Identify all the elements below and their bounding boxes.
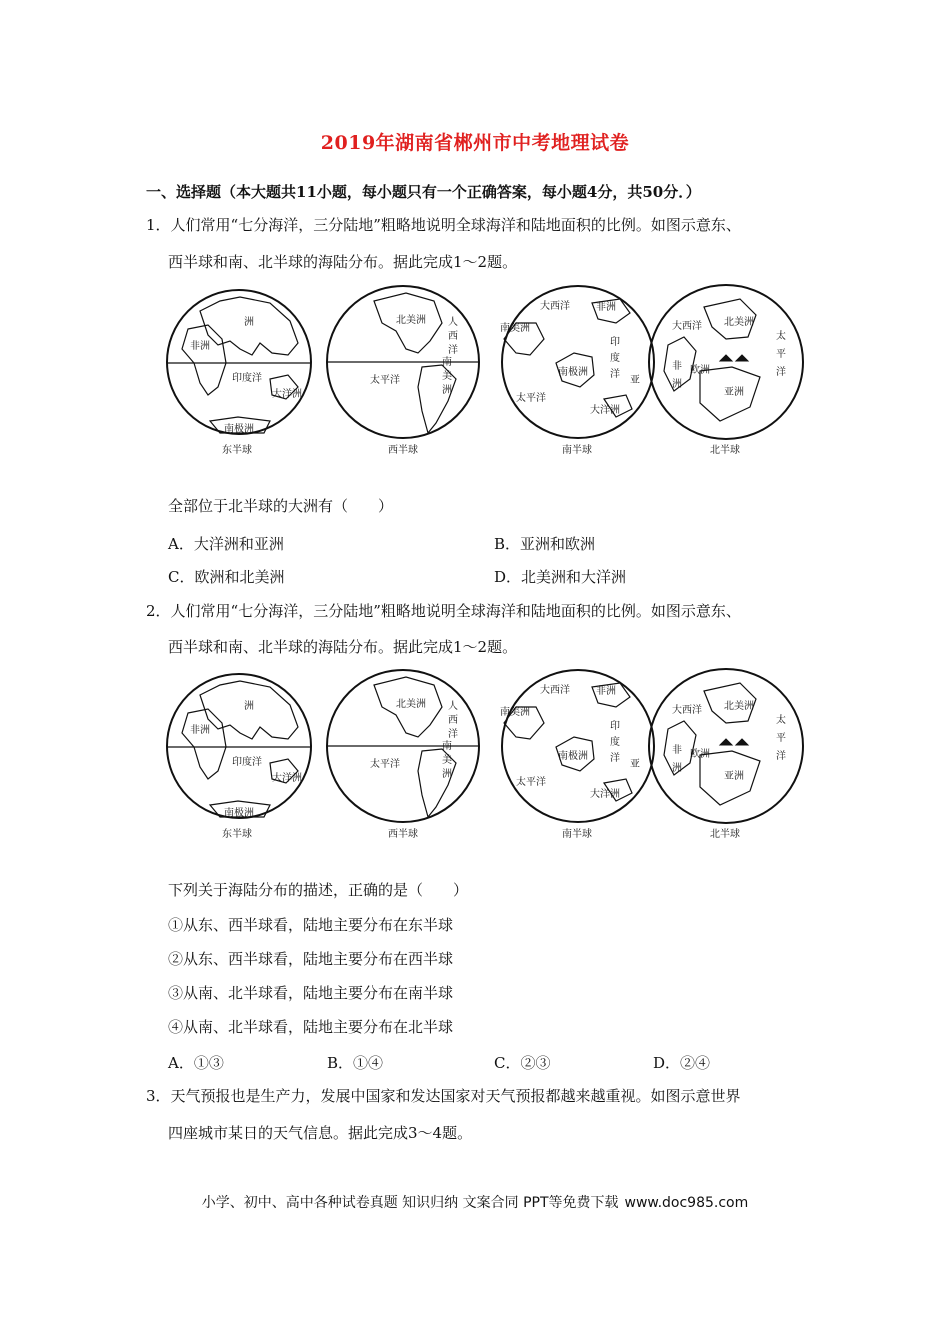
north-label-atlantic: 大西洋 — [672, 321, 702, 332]
north-label-pacific-1: 太 — [776, 331, 786, 342]
south-label-oceania: 大洋洲 — [590, 405, 620, 416]
hemisphere-maps-svg-2 — [160, 667, 810, 847]
q1-intro-line-2: 西半球和南、北半球的海陆分布。据此完成1～2题。 — [168, 253, 518, 271]
q1-intro-line-1: 1．人们常用“七分海洋，三分陆地”粗略地说明全球海洋和陆地面积的比例。如图示意东、 — [146, 216, 741, 234]
west-label-pacific: 太平洋 — [370, 759, 400, 770]
west-label-atlantic-2: 西 — [448, 331, 458, 342]
q2-option-a[interactable]: A．①③ — [168, 1054, 224, 1072]
east-hemisphere-globe — [167, 674, 311, 840]
north-hemisphere-globe — [649, 285, 803, 456]
south-label-atlantic: 大西洋 — [540, 685, 570, 696]
south-label-indian-2: 度 — [610, 353, 620, 364]
q2-intro-line-2: 西半球和南、北半球的海陆分布。据此完成1～2题。 — [168, 638, 518, 656]
north-label-north-america: 北美洲 — [724, 317, 754, 328]
west-label-sa-3: 洲 — [442, 385, 452, 396]
q2-intro-line-1: 2．人们常用“七分海洋，三分陆地”粗略地说明全球海洋和陆地面积的比例。如图示意东、 — [146, 602, 741, 620]
south-label-pacific: 太平洋 — [516, 777, 546, 788]
west-label-pacific: 太平洋 — [370, 375, 400, 386]
north-label-africa-2: 洲 — [672, 379, 682, 390]
north-label-atlantic: 大西洋 — [672, 705, 702, 716]
north-label-africa-2: 洲 — [672, 763, 682, 774]
west-label-sa-2: 美 — [442, 371, 452, 382]
q2-option-b[interactable]: B．①④ — [327, 1054, 384, 1072]
north-label-north-america: 北美洲 — [724, 701, 754, 712]
east-label-antarctica: 南极洲 — [224, 424, 254, 435]
north-label-pacific-1: 太 — [776, 715, 786, 726]
q2-option-d[interactable]: D．②④ — [653, 1054, 711, 1072]
west-label-atlantic-2: 西 — [448, 715, 458, 726]
north-label-africa-1: 非 — [672, 745, 682, 756]
east-hemisphere-globe — [167, 290, 311, 456]
east-label-africa: 非洲 — [190, 341, 210, 352]
south-label-indian-1: 印 — [610, 337, 620, 348]
west-label-atlantic-1: 人 — [448, 317, 458, 328]
south-hemisphere-globe — [500, 670, 654, 840]
south-hemisphere-caption: 南半球 — [562, 445, 592, 456]
east-label-oceania: 大洋洲 — [272, 389, 302, 400]
west-label-sa-2: 美 — [442, 755, 452, 766]
north-hemisphere-globe — [649, 669, 803, 840]
hemisphere-maps-svg-1 — [160, 283, 810, 463]
west-label-atlantic-3: 洋 — [448, 729, 458, 740]
q3-intro-line-1: 3．天气预报也是生产力，发展中国家和发达国家对天气预报都越来越重视。如图示意世界 — [146, 1087, 741, 1105]
north-hemisphere-caption: 北半球 — [710, 445, 740, 456]
south-label-indian-3: 洋 — [610, 753, 620, 764]
east-label-asia: 洲 — [244, 317, 254, 328]
q2-statement-2: ②从东、西半球看，陆地主要分布在西半球 — [168, 950, 454, 968]
north-label-pacific-3: 洋 — [776, 751, 786, 762]
south-hemisphere-caption: 南半球 — [562, 829, 592, 840]
hemisphere-maps-figure-2 — [160, 667, 810, 847]
south-hemisphere-globe — [500, 286, 654, 456]
east-label-indian-ocean: 印度洋 — [232, 757, 262, 768]
north-label-asia: 亚洲 — [724, 771, 744, 782]
west-label-sa-3: 洲 — [442, 769, 452, 780]
south-label-oceania: 大洋洲 — [590, 789, 620, 800]
south-label-indian-1: 印 — [610, 721, 620, 732]
east-label-antarctica: 南极洲 — [224, 808, 254, 819]
west-label-atlantic-1: 人 — [448, 701, 458, 712]
west-hemisphere-globe — [327, 670, 479, 840]
q3-intro-line-2: 四座城市某日的天气信息。据此完成3～4题。 — [168, 1124, 473, 1142]
north-label-europe: 欧洲 — [690, 749, 710, 760]
hemisphere-maps-figure-1 — [160, 283, 810, 463]
south-label-asia: 亚 — [630, 759, 640, 770]
west-label-north-america: 北美洲 — [396, 699, 426, 710]
south-label-asia: 亚 — [630, 375, 640, 386]
north-label-pacific-3: 洋 — [776, 367, 786, 378]
q2-stem: 下列关于海陆分布的描述，正确的是（ ） — [168, 881, 469, 899]
footer-text: 小学、初中、高中各种试卷真题 知识归纳 文案合同 PPT等免费下载 — [201, 1195, 619, 1211]
north-label-pacific-2: 平 — [776, 733, 786, 744]
section-heading: 一、选择题（本大题共11小题，每小题只有一个正确答案，每小题4分，共50分．） — [146, 183, 701, 201]
west-hemisphere-caption: 西半球 — [388, 829, 418, 840]
south-label-indian-2: 度 — [610, 737, 620, 748]
south-label-antarctica: 南极洲 — [558, 751, 588, 762]
q1-option-c[interactable]: C．欧洲和北美洲 — [168, 568, 285, 586]
north-label-africa-1: 非 — [672, 361, 682, 372]
east-hemisphere-caption: 东半球 — [222, 829, 252, 840]
q1-option-d[interactable]: D．北美洲和大洋洲 — [494, 568, 627, 586]
north-hemisphere-caption: 北半球 — [710, 829, 740, 840]
west-hemisphere-globe — [327, 286, 479, 456]
east-label-asia: 洲 — [244, 701, 254, 712]
south-label-south-america: 南美洲 — [500, 707, 530, 718]
q1-stem: 全部位于北半球的大洲有（ ） — [168, 497, 394, 515]
north-label-pacific-2: 平 — [776, 349, 786, 360]
q1-option-b[interactable]: B．亚洲和欧洲 — [494, 535, 596, 553]
north-label-europe: 欧洲 — [690, 365, 710, 376]
east-label-africa: 非洲 — [190, 725, 210, 736]
east-label-indian-ocean: 印度洋 — [232, 373, 262, 384]
south-label-south-america: 南美洲 — [500, 323, 530, 334]
west-label-sa-1: 南 — [442, 741, 452, 752]
page-footer — [0, 1192, 950, 1212]
q2-statement-1: ①从东、西半球看，陆地主要分布在东半球 — [168, 916, 454, 934]
west-hemisphere-caption: 西半球 — [388, 445, 418, 456]
west-label-north-america: 北美洲 — [396, 315, 426, 326]
page-title: 2019年湖南省郴州市中考地理试卷 — [320, 132, 630, 154]
south-label-africa: 非洲 — [596, 302, 616, 313]
south-label-antarctica: 南极洲 — [558, 367, 588, 378]
south-label-atlantic: 大西洋 — [540, 301, 570, 312]
east-hemisphere-caption: 东半球 — [222, 445, 252, 456]
west-label-sa-1: 南 — [442, 357, 452, 368]
east-label-oceania: 大洋洲 — [272, 773, 302, 784]
south-label-pacific: 太平洋 — [516, 393, 546, 404]
north-label-asia: 亚洲 — [724, 387, 744, 398]
footer-url-link[interactable]: www.doc985.com — [624, 1195, 749, 1211]
west-label-atlantic-3: 洋 — [448, 345, 458, 356]
south-label-indian-3: 洋 — [610, 369, 620, 380]
q2-statement-3: ③从南、北半球看，陆地主要分布在南半球 — [168, 984, 454, 1002]
q2-option-c[interactable]: C．②③ — [494, 1054, 551, 1072]
south-label-africa: 非洲 — [596, 686, 616, 697]
q2-statement-4: ④从南、北半球看，陆地主要分布在北半球 — [168, 1018, 454, 1036]
q1-option-a[interactable]: A．大洋洲和亚洲 — [168, 535, 284, 553]
